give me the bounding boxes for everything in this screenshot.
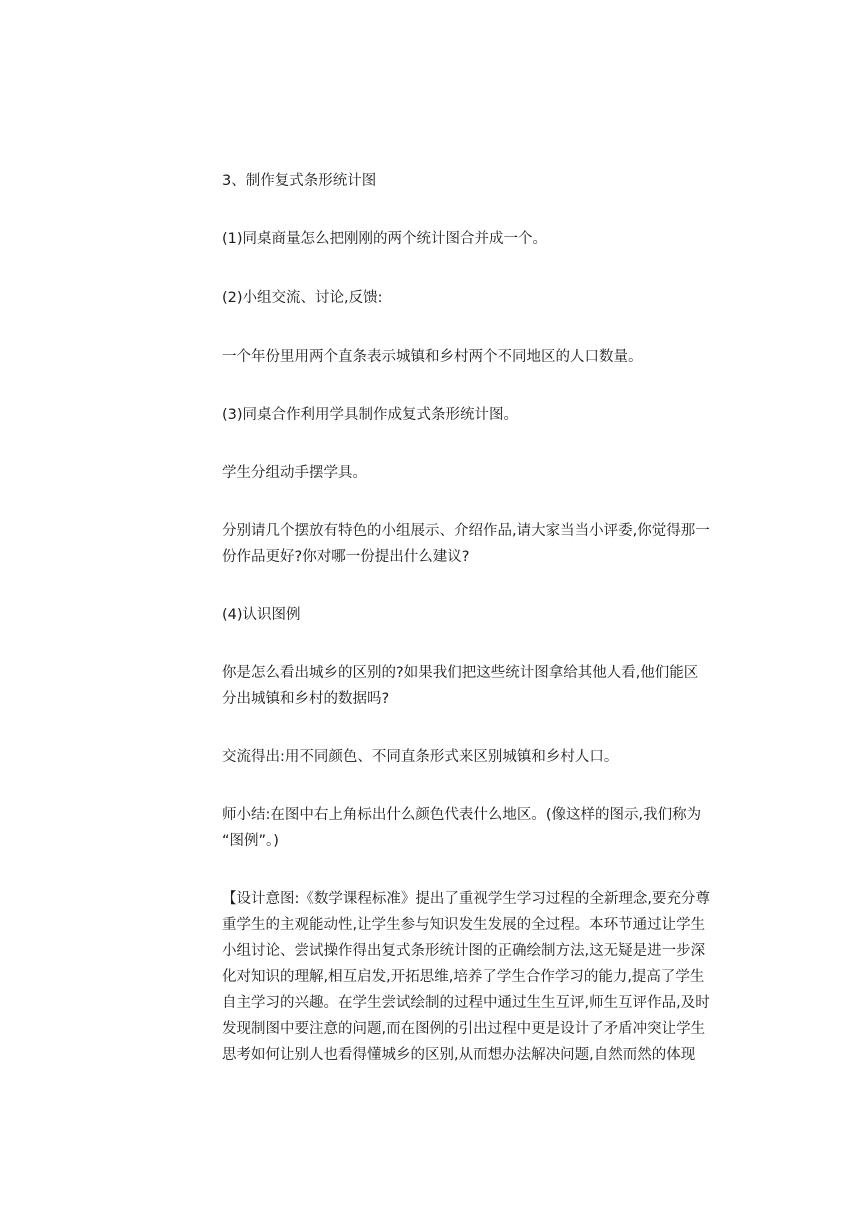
paragraph [222,285,383,311]
text-line: (3)同桌合作利用学具制作成复式条形统计图。 [222,407,519,423]
paragraph [222,660,698,712]
text-line: 分别请几个摆放有特色的小组展示、介绍作品,请大家当当小评委,你觉得那一 [222,523,710,539]
text-line: 一个年份里用两个直条表示城镇和乡村两个不同地区的人口数量。 [222,349,643,365]
paragraph [222,460,367,486]
text-line: 师小结:在图中右上角标出什么颜色代表什么地区。(像这样的图示,我们称为 [222,807,702,823]
text-line: 3、制作复式条形统计图 [222,173,377,189]
text-line: 分出城镇和乡村的数据吗? [222,691,390,707]
text-line: 思考如何让别人也看得懂城乡的区别,从而想办法解决问题,自然而然的体现 [222,1047,696,1063]
paragraph [222,226,547,252]
paragraph [222,518,710,570]
paragraph [222,744,618,770]
paragraph [222,344,643,370]
text-line: (1)同桌商量怎么把刚刚的两个统计图合并成一个。 [222,231,548,247]
text-line: 【设计意图:《数学课程标准》提出了重视学生学习过程的全新理念,要充分尊 [222,891,710,907]
paragraph [222,402,518,428]
text-line: 你是怎么看出城乡的区别的?如果我们把这些统计图拿给其他人看,他们能区 [222,665,699,681]
text-line: 重学生的主观能动性,让学生参与知识发生发展的全过程。本环节通过让学生 [222,917,706,933]
text-line: 自主学习的兴趣。在学生尝试绘制的过程中通过生生互评,师生互评作品,及时 [222,995,710,1011]
text-line: 化对知识的理解,相互启发,开拓思维,培养了学生合作学习的能力,提高了学生 [222,969,705,985]
text-line: (2)小组交流、讨论,反馈: [222,290,383,306]
paragraph [222,802,701,854]
text-line: 份作品更好?你对哪一份提出什么建议? [222,549,470,565]
paragraph [222,602,301,628]
text-line: 交流得出:用不同颜色、不同直条形式来区别城镇和乡村人口。 [222,749,619,765]
section-heading [222,168,376,194]
text-line: “图例”。) [222,833,279,849]
text-line: (4)认识图例 [222,607,301,623]
design-intent-paragraph [222,886,710,1068]
text-line: 发现制图中要注意的问题,而在图例的引出过程中更是设计了矛盾冲突让学生 [222,1021,706,1037]
text-line: 学生分组动手摆学具。 [222,465,367,481]
text-line: 小组讨论、尝试操作得出复式条形统计图的正确绘制方法,这无疑是进一步深 [222,943,706,959]
